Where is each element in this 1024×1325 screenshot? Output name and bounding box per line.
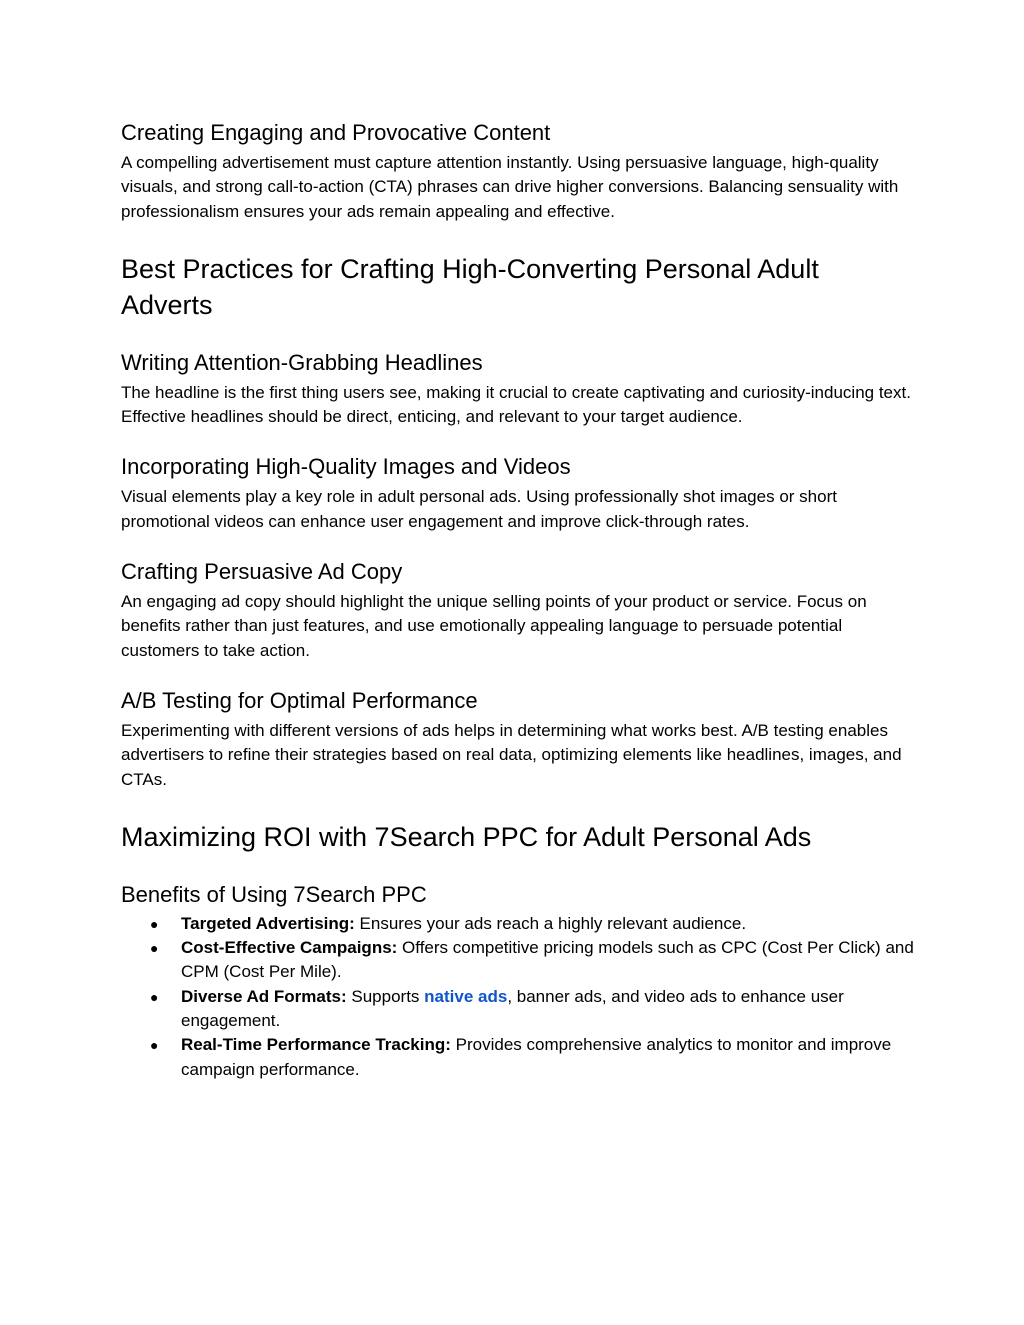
section-heading-headlines: Writing Attention-Grabbing Headlines <box>121 349 483 375</box>
list-item <box>121 985 914 1034</box>
section-body-ab-testing: Experimenting with different versions of ads helps in determining what works best. A/B testing enables advertisers to refine their strategies based on real data, optimizing elements like headlines, images, and CTAs. <box>121 720 902 789</box>
section-heading-images-videos: Incorporating High-Quality Images and Videos <box>121 454 571 480</box>
section-body-images-videos: Visual elements play a key role in adult personal ads. Using professionally shot images or short promotional videos can enhance user engagement and improve click-through rates. <box>121 487 837 531</box>
list-item-label: Targeted Advertising: <box>181 913 355 933</box>
section-heading-benefits: Benefits of Using 7Search PPC <box>121 881 427 907</box>
section-heading-ab-testing: A/B Testing for Optimal Performance <box>121 687 478 713</box>
section-heading-ad-copy: Crafting Persuasive Ad Copy <box>121 559 403 585</box>
bullet-icon: ● <box>150 915 159 932</box>
list-item-text: Ensures your ads reach a highly relevant audience. <box>354 913 747 933</box>
list-item-text: Offers competitive pricing models such as CPC (Cost Per Click) and CPM (Cost Per Mile). <box>181 938 914 982</box>
bullet-icon: ● <box>150 988 159 1005</box>
section-heading-best-practices: Best Practices for Crafting High-Converting Personal Adult Adverts <box>121 253 819 320</box>
list-item <box>121 1033 914 1082</box>
section-body-creating-content: A compelling advertisement must capture attention instantly. Using persuasive language, high-quality visuals, and strong call-to-action (CTA) phrases can drive higher conversions. Balancing sensuality with professionalism ensures your ads remain appealing and effective. <box>121 153 899 221</box>
list-item-text: , banner ads, and video ads to enhance user engagement. <box>181 986 844 1031</box>
list-item-text: Supports <box>346 986 425 1006</box>
native-ads-link[interactable]: native ads <box>424 986 508 1006</box>
bullet-icon: ● <box>150 940 159 957</box>
section-body-headlines: The headline is the first thing users see, making it crucial to create captivating and curiosity-inducing text. Effective headlines should be direct, enticing, and relevant to your target audience. <box>121 382 911 427</box>
bullet-icon: ● <box>150 1037 159 1054</box>
list-item-label: Real-Time Performance Tracking: <box>181 1035 451 1055</box>
section-heading-creating-content: Creating Engaging and Provocative Content <box>121 120 551 145</box>
list-item-label: Diverse Ad Formats: <box>181 986 347 1006</box>
benefits-list <box>121 912 914 1082</box>
section-heading-maximizing-roi: Maximizing ROI with 7Search PPC for Adult Personal Ads <box>121 821 812 852</box>
list-item-text: Provides comprehensive analytics to monitor and improve campaign performance. <box>181 1035 892 1079</box>
list-item <box>121 936 914 985</box>
section-body-ad-copy: An engaging ad copy should highlight the unique selling points of your product or service. Focus on benefits rather than just features, and use emotionally appealing language to persuade potential customers to take action. <box>121 592 867 660</box>
list-item-label: Cost-Effective Campaigns: <box>181 938 398 958</box>
list-item <box>121 912 914 936</box>
